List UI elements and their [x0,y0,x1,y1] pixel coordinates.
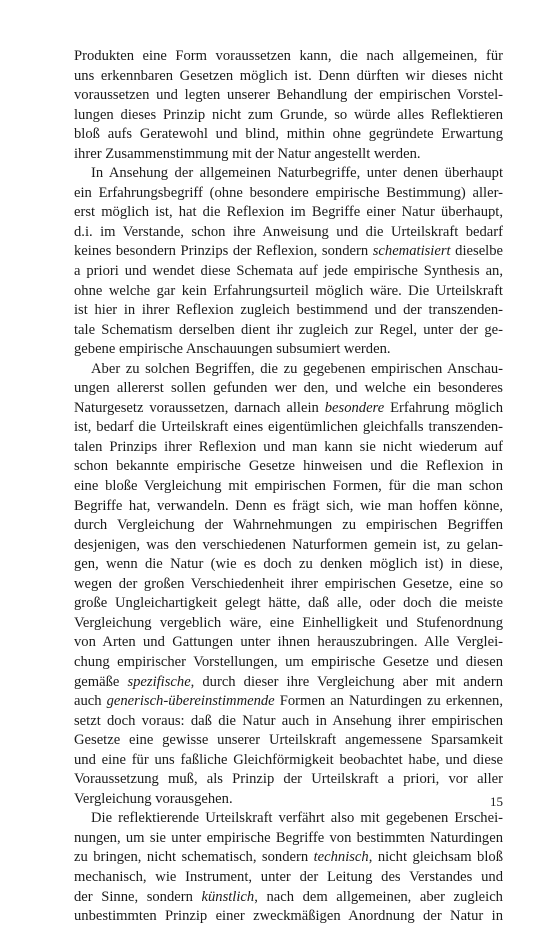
text-run: Gesetze eine gewisse unserer Urteilskraft angemessene Sparsamkeit [74,732,503,749]
text-line [74,399,503,419]
text-run: ohne welche gar kein Erfahrungsurteil möglich wäre. Die Urteilskraft [74,282,503,299]
text-line [74,262,503,282]
text-run: a priori und wendet diese Schemata auf jede empirische Synthesis an, [74,263,503,280]
text-line [74,242,503,262]
text-line [74,379,503,399]
text-line [74,438,503,458]
text-line [74,614,503,634]
text-line [74,360,503,380]
emphasized-text: technisch [313,849,369,866]
text-run: uns erkennbaren Gesetzen möglich ist. Denn dürften wir dieses nicht [74,67,503,84]
text-run: keines besondern Prinzips der Reflexion, sondern [74,243,373,260]
text-line [74,282,503,302]
text-run: Erfahrung möglich [384,399,503,416]
text-line [74,536,503,556]
text-run: , nicht gleichsam bloß [368,849,503,866]
text-line [74,145,503,165]
text-run: erst möglich ist, hat die Reflexion im Begriffe einer Natur überhaupt, [74,204,503,221]
text-line [74,888,503,908]
text-line [74,516,503,536]
text-line [74,770,503,790]
text-line [74,712,503,732]
text-run: Voraussetzung muß, als Prinzip der Urteilskraft a priori, vor aller [74,771,503,788]
text-line [74,47,503,67]
text-run: d.i. im Verstande, schon ihre Anweisung und die Urteilskraft bedarf [74,223,503,240]
text-run: lungen dieses Prinzip nicht zum Grunde, so würde alles Reflektieren [74,106,503,123]
text-run: dieselbe [450,243,503,260]
text-run: große Ungleichartigkeit gelegt hätte, daß alle, oder doch die meiste [74,595,503,612]
text-line [74,67,503,87]
text-run: gebene empirische Anschauungen subsumiert werden. [74,341,391,358]
text-run: Formen an Naturdingen zu erkennen, [274,693,503,710]
text-run: nungen, um sie unter empirische Begriffe von bestimmten Naturdingen [74,829,503,846]
text-run: ihrer Zusammenstimmung mit der Natur angestellt werden. [74,145,421,162]
text-run: tale Schematism derselben dient ihr zugleich zur Regel, unter der ge- [74,321,503,338]
text-run: voraussetzen und legten unserer Behandlung der empirischen Vorstel- [74,87,503,104]
paragraph [74,47,503,164]
text-line [74,321,503,341]
text-run: desjenigen, was den verschiedenen Naturformen gemein ist, zu gelan- [74,536,503,553]
text-run: , nach dem allgemeinen, aber zugleich [254,888,503,905]
text-line [74,868,503,888]
text-line [74,673,503,693]
text-line [74,731,503,751]
text-line [74,809,503,829]
text-run: Vergleichung vergeblich wäre, eine Einhelligkeit und Stufenordnung [74,614,503,631]
text-run: von Arten und Gattungen unter ihnen herauszubringen. Alle Verglei- [74,634,503,651]
text-line [74,301,503,321]
text-line [74,575,503,595]
text-run: ein Erfahrungsbegriff (ohne besondere empirische Bestimmung) aller- [74,184,503,201]
text-line [74,340,503,360]
text-line [74,477,503,497]
paragraph [74,809,503,926]
text-line [74,497,503,517]
text-run: Produkten eine Form voraussetzen kann, die nach allgemeinen, für [74,48,503,64]
text-line [74,907,503,927]
text-line [74,555,503,575]
text-line [74,86,503,106]
page-number: 15 [490,794,503,809]
text-run: mechanisch, wie Instrument, unter der Leitung des Verstandes und [74,868,503,885]
text-run: setzt doch voraus: daß die Natur auch in Ansehung ihrer empirischen [74,712,503,729]
text-run: auch [74,693,107,710]
text-run: , durch dieser ihre Vergleichung aber mit andern [190,673,503,690]
emphasized-text: schematisiert [372,243,451,260]
text-run: schon bekannte empirische Gesetze hinweisen und die Reflexion in [74,458,503,475]
text-line [74,125,503,145]
paragraph [74,360,503,810]
text-run: ungen allererst sollen gefunden wer den, und welche ein besonderes [74,380,503,397]
text-line [74,653,503,673]
text-run: In Ansehung der allgemeinen Naturbegriffe, unter denen überhaupt [91,165,503,182]
text-line [74,829,503,849]
emphasized-text: spezifische [127,673,191,690]
text-run: Aber zu solchen Begriffen, die zu gegebenen empirischen Anschau- [91,360,503,377]
text-run: der Sinne, sondern [74,888,202,905]
text-line [74,223,503,243]
text-run: wegen der großen Verschiedenheit ihrer empirischen Gesetze, eine so [74,575,503,592]
text-run: chung empirischer Vorstellungen, um empirische Gesetze und diesen [74,653,503,670]
text-run: Naturgesetz voraussetzen, darnach allein [74,399,325,416]
text-run: Begriffe hat, verwandeln. Denn es frägt sich, wie man hoffen könne, [74,497,503,514]
text-run: bloß aufs Geratewohl und blind, mithin ohne gegründete Erwartung [74,126,503,143]
text-line [74,751,503,771]
text-line [74,692,503,712]
emphasized-text: generisch-übereinstimmende [106,693,275,710]
text-run: ist, bedarf die Urteilskraft eines eigentümlichen gleichfalls transzenden- [74,419,503,436]
text-line [74,457,503,477]
text-line [74,633,503,653]
text-line [74,594,503,614]
text-line [74,848,503,868]
text-run: ist hier in ihrer Reflexion zugleich bestimmend und der transzenden- [74,302,503,319]
text-run: talen Prinzips ihrer Reflexion und man kann sie nicht wiederum auf [74,438,503,455]
text-run: durch Vergleichung der Wahrnehmungen zu empirischen Begriffen [74,517,503,534]
text-line [74,418,503,438]
text-run: gen, wenn die Natur (wie es doch zu denken möglich ist) in diese, [74,556,503,573]
text-run: und eine für uns faßliche Gleichförmigkeit beobachtet habe, und diese [74,751,503,768]
emphasized-text: besondere [324,399,385,416]
text-run: zu bringen, nicht schematisch, sondern [74,849,314,866]
text-run: eine bloße Vergleichung mit empirischen Formen, für die man schon [74,478,503,495]
text-run: gemäße [74,673,128,690]
paragraph [74,164,503,359]
text-run: unbestimmten Prinzip einer zweckmäßigen Anordnung der Natur in [74,908,503,925]
emphasized-text: künstlich [201,888,255,905]
text-run: Die reflektierende Urteilskraft verfährt also mit gegebenen Erschei- [91,810,503,827]
text-line [74,184,503,204]
text-line [74,203,503,223]
text-run: Vergleichung vorausgehen. [74,790,233,807]
text-line [74,106,503,126]
text-line [74,164,503,184]
